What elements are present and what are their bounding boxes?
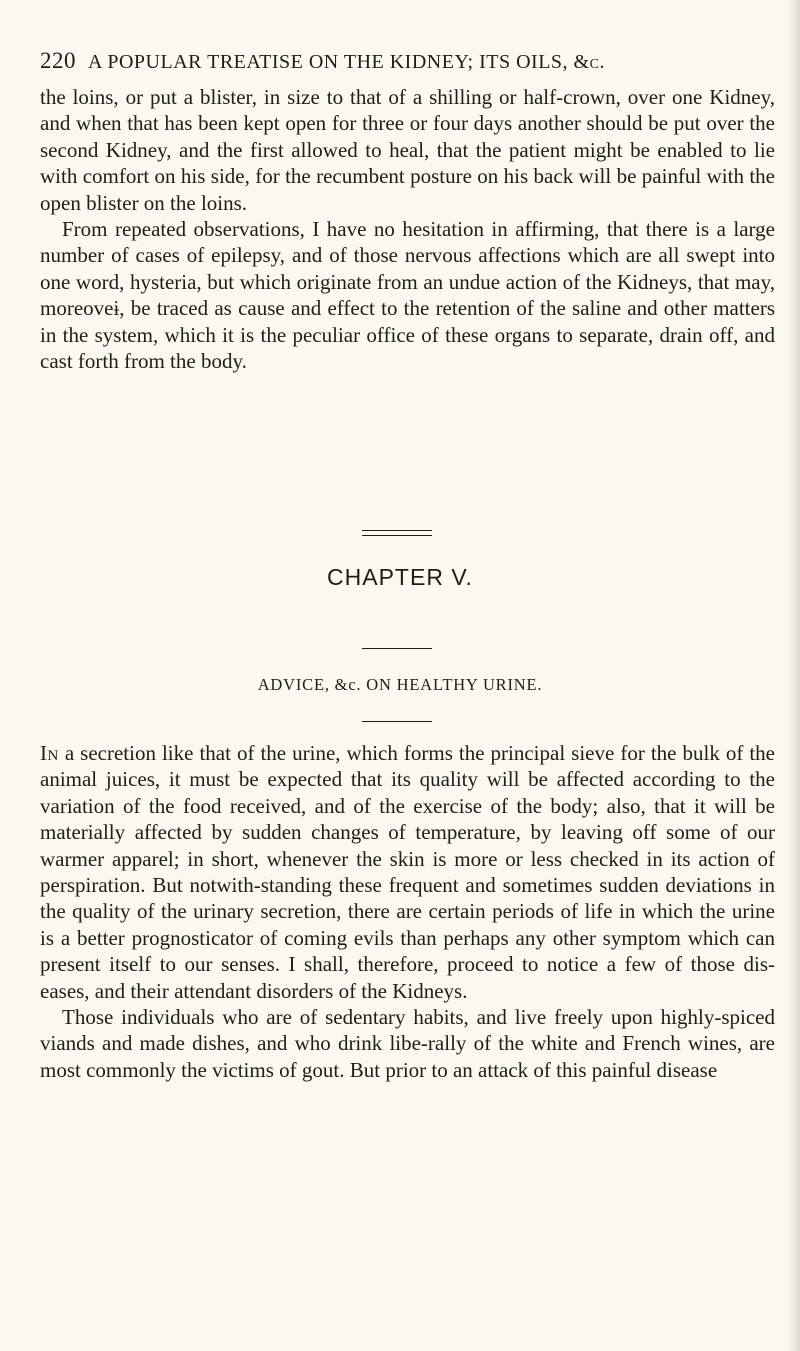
title-rule xyxy=(362,648,432,649)
running-title: A POPULAR TREATISE ON THE KIDNEY; ITS OILS, &c. xyxy=(88,51,605,73)
paragraph xyxy=(40,740,775,1004)
paragraph: the loins, or put a blister, in size to that of a shilling or half-crown, over one Kidney, and when that has been kept open for three or four days another should be put over the second Kidney, and the first allowed to heal, that the patient might be enabled to lie with comfort on his side, for the recumbent posture on his back will be painful with the open blister on the loins. xyxy=(40,85,775,215)
running-header xyxy=(40,48,775,74)
section-divider xyxy=(362,530,432,536)
text-block-lower xyxy=(40,740,775,1083)
page-number: 220 xyxy=(40,48,76,73)
lead-word: In xyxy=(40,741,59,765)
subtitle-rule xyxy=(362,721,432,722)
paragraph: Those individuals who are of sedentary habits, and live freely upon highly-spiced viands and made dishes, and who drink libe-rally of the white and French wines, are most commonly the victims of gout. But prior to an attack of this painful disease xyxy=(40,1005,775,1082)
chapter-title: CHAPTER V. xyxy=(327,564,473,590)
text-block-upper xyxy=(40,84,775,374)
chapter-subtitle: ADVICE, &c. ON HEALTHY URINE. xyxy=(257,675,543,694)
paragraph: From repeated observations, I have no hesitation in affirming, that there is a large number of cases of epilepsy, and of those nervous affections which are all swept into one word, hysteria, but which originate from an undue action of the Kidneys, that may, moreoveɨ, be traced as cause and effect to the retention of the saline and other matters in the system, which it is the peculiar office of these organs to separate, drain off, and cast forth from the body. xyxy=(40,217,775,374)
paragraph-text: a secretion like that of the urine, which forms the principal sieve for the bulk of the animal juices, it must be expected that its quality will be affected according to the variation of the food received, and of the exercise of the body; also, that it will be materially affected by sudden changes of temperature, by leaving off some of our warmer apparel; in short, whenever the skin is more or less checked in its action of perspiration. But notwith-standing these frequent and sometimes sudden deviations in the quality of the urinary secretion, there are certain periods of life in which the urine is a better prognosticator of coming evils than perhaps any other symptom which can present itself to our senses. I shall, therefore, proceed to notice a few of those dis-eases, and their attendant disorders of the Kidneys. xyxy=(40,741,775,1003)
